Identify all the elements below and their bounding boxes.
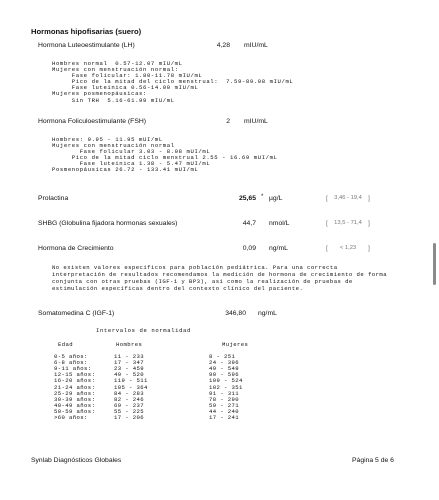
women-range-cell: 59 - 271 xyxy=(209,401,240,409)
reference-line: Mujeres con menstruación normal: xyxy=(52,66,179,74)
women-range-cell: 17 - 241 xyxy=(209,414,240,421)
men-range-cell: 69 - 237 xyxy=(114,401,145,409)
header-mujeres: Mujeres xyxy=(222,341,249,348)
test-value: 44,7 xyxy=(242,220,256,227)
igf-table-title: Intervalos de normalidad xyxy=(96,327,191,334)
test-row-lh xyxy=(0,42,439,52)
reference-line: Mujeres posmenopáusicas: xyxy=(52,90,147,98)
scrollbar-thumb[interactable] xyxy=(433,243,436,285)
test-unit: mIU/mL xyxy=(244,42,268,49)
men-range-cell: 11 - 233 xyxy=(114,353,145,360)
age-cell: 21-24 años: xyxy=(54,383,96,391)
test-unit: ng/mL xyxy=(269,245,288,252)
test-name: Prolactina xyxy=(38,195,69,202)
age-cell: 9-11 años: xyxy=(54,365,92,373)
header-hombres: Hombres xyxy=(116,341,143,348)
test-row-shbg xyxy=(0,220,439,230)
test-name: Hormona Luteoestimulante (LH) xyxy=(38,42,135,49)
reference-line: Fase folicular: 1.80-11.78 mIU/mL xyxy=(52,72,203,80)
test-value: 25,65 xyxy=(238,195,256,202)
test-row-fsh xyxy=(0,118,439,128)
range-close: ] xyxy=(368,195,370,202)
women-range-cell: 78 - 290 xyxy=(209,395,240,403)
range-close: ] xyxy=(368,220,370,227)
test-value: 2 xyxy=(226,118,230,125)
lh-reference-text xyxy=(52,61,293,104)
reference-line: Hombres normal 0.57-12.07 mIU/mL xyxy=(52,60,183,67)
women-range-cell: 102 - 351 xyxy=(209,383,243,391)
section-title: Hormonas hipofisarias (suero) xyxy=(31,27,142,36)
header-edad: Edad xyxy=(58,341,74,348)
footer-page-number: Página 5 de 6 xyxy=(352,457,394,464)
reference-line: Posmenopáusicas 26.72 - 133.41 mUI/mL xyxy=(52,166,199,174)
women-range-cell: 109 - 524 xyxy=(209,377,243,385)
age-cell: 6-8 años: xyxy=(54,359,88,367)
age-cell: 12-15 años: xyxy=(54,371,96,379)
women-range-cell: 44 - 240 xyxy=(209,407,240,415)
test-name: SHBG (Globulina fijadora hormonas sexuales) xyxy=(38,220,178,227)
reference-line: Hombres: 0.95 - 11.95 mUI/mL xyxy=(52,136,163,143)
men-range-cell: 49 - 520 xyxy=(114,371,145,379)
test-unit: µg/L xyxy=(269,195,283,202)
age-cell: 30-39 años: xyxy=(54,395,96,403)
men-range-cell: 55 - 225 xyxy=(114,407,145,415)
test-unit: ng/mL xyxy=(258,310,277,317)
test-unit: mIU/mL xyxy=(244,118,268,125)
test-name: Somatomedina C (IGF-1) xyxy=(38,310,115,317)
men-range-cell: 17 - 206 xyxy=(114,414,145,421)
note-line: estimulación específicas dentro del contexto clínico del paciente. xyxy=(52,285,304,292)
men-range-cell: 84 - 283 xyxy=(114,389,145,397)
women-range-cell: 24 - 396 xyxy=(209,359,240,367)
abnormal-flag: * xyxy=(261,194,264,200)
note-line: No existen valores específicos para población pediátrica. Para una correcta xyxy=(52,264,338,271)
age-cell: 40-49 años: xyxy=(54,401,96,409)
gh-note xyxy=(52,264,402,292)
men-range-cell: 119 - 511 xyxy=(114,377,148,385)
reference-line: Fase luteinica 0.56-14.00 mIU/mL xyxy=(52,84,199,92)
test-unit: nmol/L xyxy=(269,220,290,227)
reference-line: Mujeres con menstruación normal xyxy=(52,142,175,150)
range-open: [ xyxy=(326,220,328,227)
age-cell: 0-5 años: xyxy=(54,353,88,360)
test-value: 346,80 xyxy=(225,310,246,317)
reference-line: Pico de la mitad del ciclo menstrual: 7.59-89.08 mIU/mL xyxy=(52,78,294,86)
men-range-cell: 82 - 246 xyxy=(114,395,145,403)
range-open: [ xyxy=(326,195,328,202)
note-line: conjunta con otras pruebas (IGF-1 y BP3), así como la realización de pruebas de xyxy=(52,278,353,285)
women-range-cell: 90 - 596 xyxy=(209,371,240,379)
note-line: interpretación de resultados recomendamos la medición de hormona de crecimiento de forma xyxy=(52,271,387,278)
test-row-gh xyxy=(0,245,439,255)
reference-range: 3,46 - 19,4 xyxy=(334,195,362,201)
age-cell: 50-59 años: xyxy=(54,407,96,415)
test-value: 4,28 xyxy=(216,42,230,49)
fsh-reference-text xyxy=(52,137,278,174)
reference-range: < 1,23 xyxy=(339,245,357,251)
age-cell: >60 años: xyxy=(54,414,88,421)
test-row-igf1 xyxy=(0,310,439,320)
women-range-cell: 8 - 251 xyxy=(209,353,236,360)
reference-line: Fase folicular 3.03 - 8.08 mUI/mL xyxy=(52,148,211,156)
reference-range: 13,5 - 71,4 xyxy=(334,220,362,226)
women-range-cell: 49 - 549 xyxy=(209,365,240,373)
test-name: Hormona de Crecimiento xyxy=(38,245,114,252)
test-value: 0,09 xyxy=(242,245,256,252)
footer-lab-name: Synlab Diagnósticos Globales xyxy=(31,457,122,464)
range-close: ] xyxy=(368,245,370,252)
men-range-cell: 23 - 459 xyxy=(114,365,145,373)
men-range-cell: 105 - 364 xyxy=(114,383,148,391)
test-name: Hormona Foliculoestimulante (FSH) xyxy=(38,118,147,125)
women-range-cell: 91 - 311 xyxy=(209,389,240,397)
range-open: [ xyxy=(326,245,328,252)
test-row-prolactina xyxy=(0,195,439,205)
age-cell: 25-29 años: xyxy=(54,389,96,397)
reference-line: Sin TRH 5.16-61.99 mIU/mL xyxy=(52,96,175,104)
age-cell: 16-20 años: xyxy=(54,377,96,385)
reference-line: Fase luteínica 1.38 - 5.47 mUI/mL xyxy=(52,160,211,168)
reference-line: Pico de la mitad ciclo menstrual 2.55 - 16.69 mUI/mL xyxy=(52,154,278,162)
men-range-cell: 17 - 347 xyxy=(114,359,145,367)
